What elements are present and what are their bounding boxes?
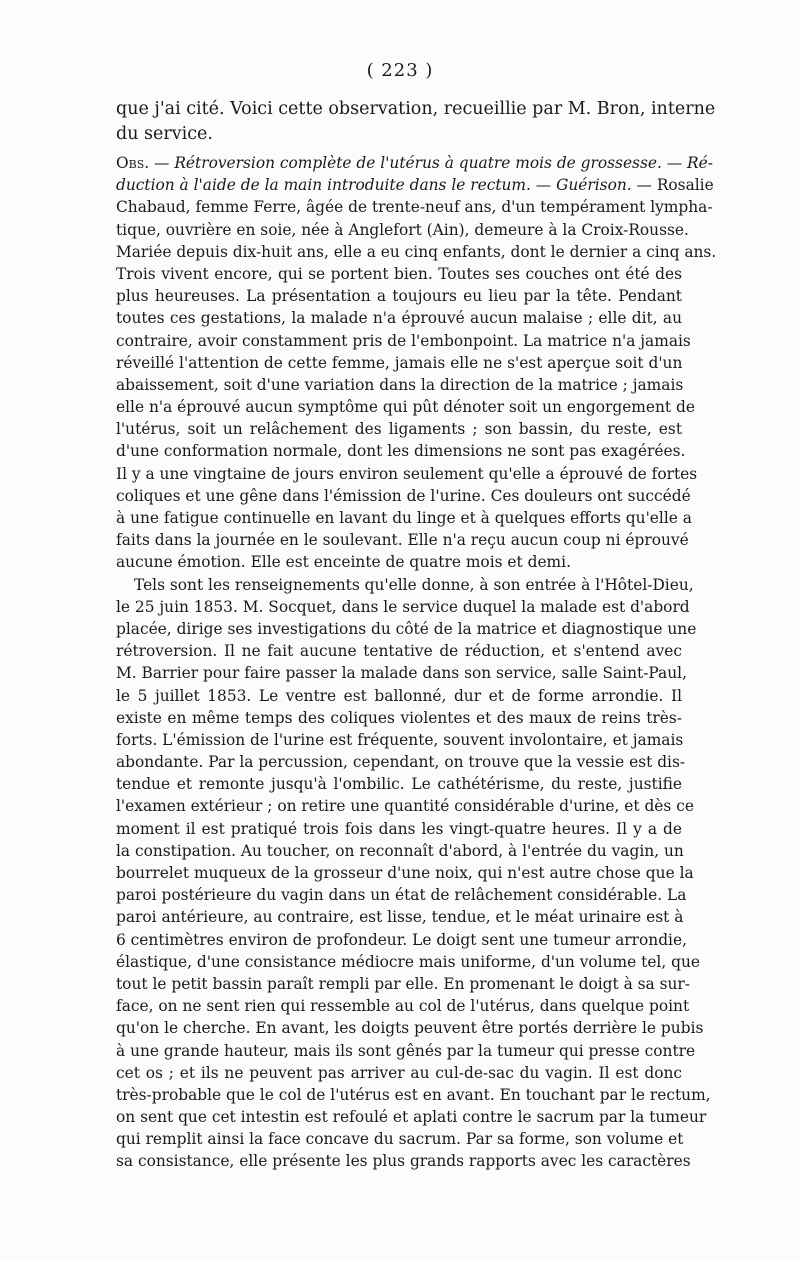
text-line: on sent que cet intestin est refoulé et aplati contre le sacrum par la tumeur	[116, 1108, 707, 1127]
text-line: qui remplit ainsi la face concave du sacrum. Par sa forme, son volume et	[116, 1130, 684, 1149]
text-line: paroi antérieure, au contraire, est lisse, tendue, et le méat urinaire est à	[116, 908, 684, 927]
text-line: plus heureuses. La présentation a toujours eu lieu par la tête. Pendant	[116, 287, 682, 306]
text-line: d'une conformation normale, dont les dimensions ne sont pas exagérées.	[116, 442, 686, 461]
text-line: Chabaud, femme Ferre, âgée de trente-neuf ans, d'un tempérament lympha-	[116, 198, 713, 217]
text-line: faits dans la journée en le soulevant. Elle n'a reçu aucun coup ni éprouvé	[116, 531, 689, 550]
text-line: tout le petit bassin paraît rempli par elle. En promenant le doigt à sa sur-	[116, 974, 690, 993]
text-line: l'examen extérieur ; on retire une quantité considérable d'urine, et dès ce	[116, 797, 694, 816]
text-line: tique, ouvrière en soie, née à Anglefort (Ain), demeure à la Croix-Rousse.	[116, 220, 689, 239]
text-line: toutes ces gestations, la malade n'a éprouvé aucun malaise ; elle dit, au	[116, 309, 682, 328]
text-line: abondante. Par la percussion, cependant, on trouve que la vessie est dis-	[116, 753, 686, 772]
text-line: sa consistance, elle présente les plus grands rapports avec les caractères	[116, 1152, 691, 1171]
text-line: très-probable que le col de l'utérus est en avant. En touchant par le rectum,	[116, 1085, 711, 1104]
text-line: à une fatigue continuelle en lavant du linge et à quelques efforts qu'elle a	[116, 509, 692, 527]
text-line: paroi postérieure du vagin dans un état de relâchement considérable. La	[116, 886, 687, 905]
text-line: abaissement, soit d'une variation dans la direction de la matrice ; jamais	[116, 375, 684, 394]
page-number: ( 223 )	[366, 60, 434, 81]
text-line: rétroversion. Il ne fait aucune tentative de réduction, et s'entend avec	[116, 642, 682, 661]
text-line: Il y a une vingtaine de jours environ seulement qu'elle a éprouvé de fortes	[116, 464, 698, 483]
observation-label: Obs. —	[116, 154, 170, 172]
text-line: élastique, d'une consistance médiocre mais uniforme, d'un volume tel, que	[116, 952, 701, 971]
text-line: à une grande hauteur, mais ils sont gênés par la tumeur qui presse contre	[116, 1041, 696, 1060]
text-line: bourrelet muqueux de la grosseur d'une noix, qui n'est autre chose que la	[116, 864, 694, 882]
text-line: l'utérus, soit un relâchement des ligaments ; son bassin, du reste, est	[116, 420, 682, 439]
text-line: du service.	[116, 124, 213, 144]
text-line: existe en même temps des coliques violentes et des maux de reins très-	[116, 708, 682, 727]
observation-caption-2: duction à l'aide de la main introduite dans le rectum. — Guérison.	[116, 176, 632, 195]
text-line: aucune émotion. Elle est enceinte de quatre mois et demi.	[116, 553, 571, 572]
text-line: face, on ne sent rien qui ressemble au col de l'utérus, dans quelque point	[116, 997, 690, 1016]
text-line: coliques et une gêne dans l'émission de l'urine. Ces douleurs ont succédé	[116, 486, 691, 505]
text-line: forts. L'émission de l'urine est fréquente, souvent involontaire, et jamais	[116, 730, 684, 749]
observation-heading-line	[116, 152, 713, 174]
text-line: le 25 juin 1853. M. Socquet, dans le service duquel la malade est d'abord	[116, 597, 690, 616]
text-line: Tels sont les renseignements qu'elle donne, à son entrée à l'Hôtel-Dieu,	[134, 575, 694, 594]
text-line: réveillé l'attention de cette femme, jamais elle ne s'est aperçue soit d'un	[116, 353, 683, 372]
text-line: moment il est pratiqué trois fois dans les vingt-quatre heures. Il y a de	[116, 819, 682, 838]
observation-block	[116, 152, 717, 1173]
observation-caption-tail: — Rosalie	[631, 176, 714, 195]
observation-caption-1: Rétroversion complète de l'utérus à quatre mois de grossesse. — Ré-	[174, 154, 713, 172]
text-line: M. Barrier pour faire passer la malade dans son service, salle Saint-Paul,	[116, 664, 687, 683]
text-line: 6 centimètres environ de profondeur. Le doigt sent une tumeur arrondie,	[116, 930, 687, 949]
text-line: placée, dirige ses investigations du côté de la matrice et diagnostique une	[116, 619, 697, 638]
text-line: Mariée depuis dix-huit ans, elle a eu cinq enfants, dont le dernier a cinq ans.	[116, 242, 717, 261]
text-line: le 5 juillet 1853. Le ventre est ballonné, dur et de forme arrondie. Il	[116, 686, 682, 705]
text-line: la constipation. Au toucher, on reconnaît d'abord, à l'entrée du vagin, un	[116, 841, 684, 860]
text-line: cet os ; et ils ne peuvent pas arriver au cul-de-sac du vagin. Il est donc	[116, 1063, 682, 1082]
observation-heading-line	[116, 174, 714, 196]
text-line: que j'ai cité. Voici cette observation, recueillie par M. Bron, interne	[116, 99, 716, 119]
text-line: qu'on le cherche. En avant, les doigts peuvent être portés derrière le pubis	[116, 1019, 704, 1038]
intro-paragraph	[116, 97, 716, 147]
text-line: contraire, avoir constamment pris de l'embonpoint. La matrice n'a jamais	[116, 331, 691, 350]
text-line: Trois vivent encore, qui se portent bien. Toutes ses couches ont été des	[116, 264, 682, 283]
text-line: elle n'a éprouvé aucun symptôme qui pût dénoter soit un engorgement de	[116, 398, 695, 417]
text-line: tendue et remonte jusqu'à l'ombilic. Le cathétérisme, du reste, justifie	[116, 775, 682, 794]
